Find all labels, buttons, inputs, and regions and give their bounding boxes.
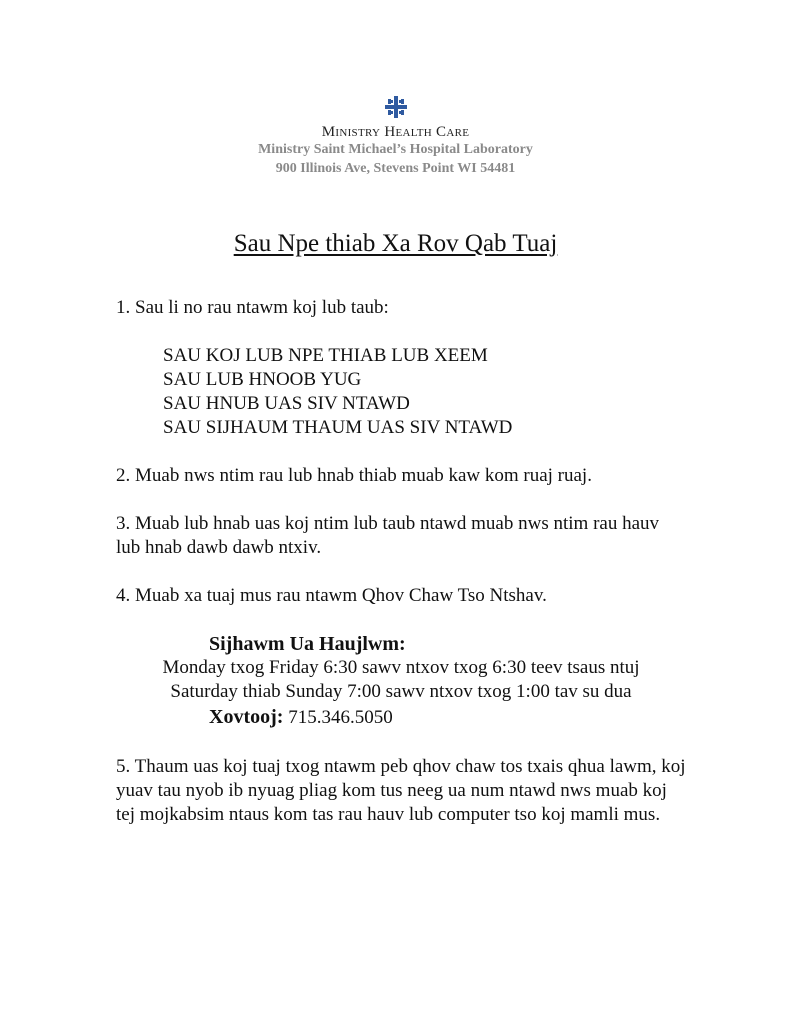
hours-heading: Sijhawm Ua Haujlwm: bbox=[209, 633, 406, 655]
step-1: 1. Sau li no rau ntawm koj lub taub: bbox=[116, 297, 389, 318]
phone-line bbox=[209, 704, 686, 731]
step-2: 2. Muab nws ntim rau lub hnab thiab muab kaw kom ruaj ruaj. bbox=[116, 465, 592, 486]
instructions bbox=[116, 296, 686, 851]
lab-name: Ministry Saint Michael’s Hospital Laboratory bbox=[258, 142, 533, 157]
label-item: SAU LUB HNOOB YUG bbox=[163, 369, 362, 390]
label-item: SAU SIJHAUM THAUM UAS SIV NTAWD bbox=[163, 417, 513, 438]
label-item: SAU HNUB UAS SIV NTAWD bbox=[163, 393, 410, 414]
lab-address: 900 Illinois Ave, Stevens Point WI 54481 bbox=[275, 161, 516, 176]
page-title: Sau Npe thiab Xa Rov Qab Tuaj bbox=[233, 230, 558, 257]
label-item: SAU KOJ LUB NPE THIAB LUB XEEM bbox=[163, 345, 488, 366]
step-4: 4. Muab xa tuaj mus rau ntawm Qhov Chaw Tso Ntshav. bbox=[116, 585, 547, 606]
step-5: 5. Thaum uas koj tuaj txog ntawm peb qhov chaw tos txais qhua lawm, koj yuav tau nyob ib nyuag pliag kom tus neeg ua num ntawd nws muab koj tej mojkabsim ntaus kom tas rau hauv lub computer tso koj mamli mus. bbox=[116, 756, 686, 825]
label-list bbox=[163, 344, 686, 440]
weekend-hours: Saturday thiab Sunday 7:00 sawv ntxov txog 1:00 tav su dua bbox=[170, 681, 632, 702]
ministry-cross-logo-icon bbox=[385, 96, 407, 118]
phone-label: Xovtooj: bbox=[209, 706, 284, 728]
weekday-hours: Monday txog Friday 6:30 sawv ntxov txog 6:30 teev tsaus ntuj bbox=[162, 657, 640, 678]
step-3: 3. Muab lub hnab uas koj ntim lub taub ntawd muab nws ntim rau hauv lub hnab dawb dawb ntxiv. bbox=[116, 513, 660, 558]
org-name: Ministry Health Care bbox=[321, 124, 470, 140]
phone-number: 715.346.5050 bbox=[288, 707, 393, 728]
letterhead bbox=[0, 96, 791, 178]
